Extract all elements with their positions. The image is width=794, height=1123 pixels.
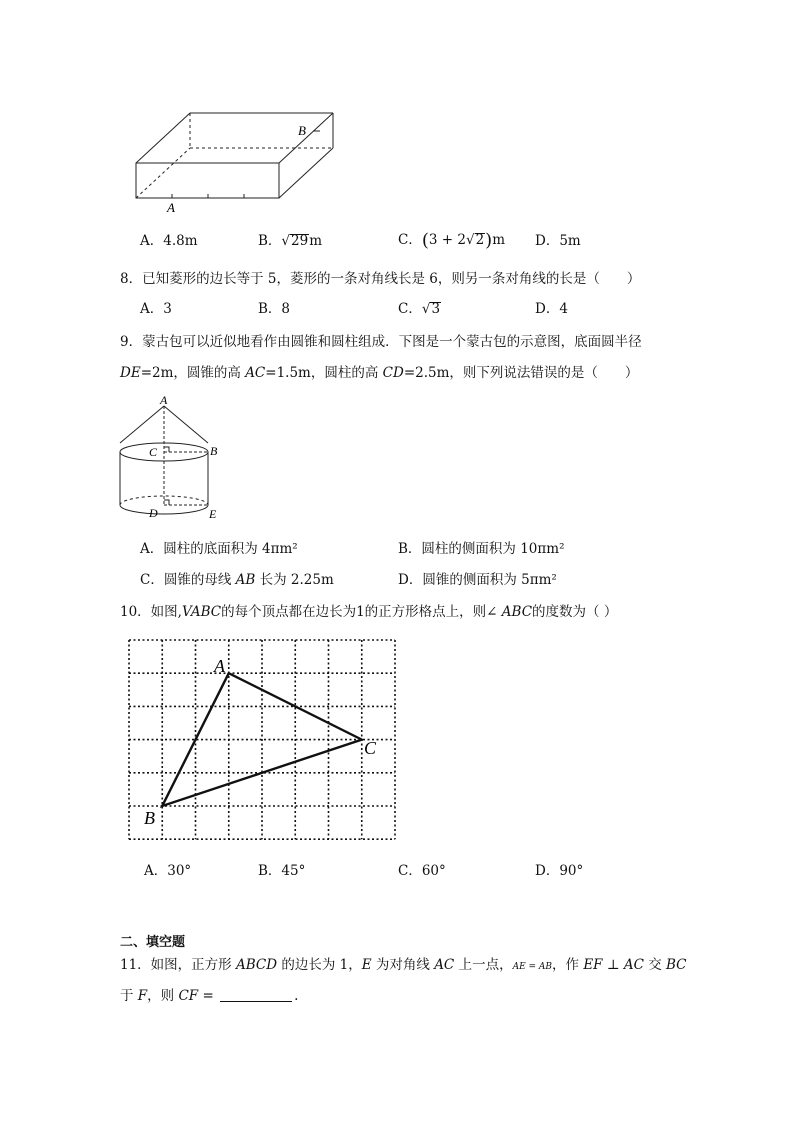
q8-option-c: C．√3 bbox=[398, 301, 441, 317]
grid-figure bbox=[120, 630, 410, 850]
q8-stem: 8．已知菱形的边长等于 5，菱形的一条对角线长是 6，则另一条对角线的长是（ ） bbox=[120, 271, 641, 287]
yurt-label-a: A bbox=[160, 393, 168, 407]
q10-stem: 10．如图,VABC的每个顶点都在边长为1的正方形格点上，则∠ ABC的度数为（ ） bbox=[120, 604, 618, 620]
q8-option-a: A．3 bbox=[140, 301, 172, 317]
yurt-figure bbox=[112, 392, 232, 527]
q10-option-d: D．90° bbox=[535, 863, 584, 879]
q10-option-c: C．60° bbox=[398, 863, 446, 879]
grid-label-c: C bbox=[364, 738, 377, 758]
q10-option-b: B．45° bbox=[258, 863, 306, 879]
box-label-b: B bbox=[298, 123, 306, 138]
q9-option-c: C．圆锥的母线 AB 长为 2.25m bbox=[140, 572, 334, 588]
yurt-label-e: E bbox=[209, 507, 217, 521]
q9-stem-line2: DE=2m，圆锥的高 AC=1.5m，圆柱的高 CD=2.5m，则下列说法错误的是（ ） bbox=[120, 365, 639, 381]
q9-option-b: B．圆柱的侧面积为 10πm² bbox=[398, 541, 565, 557]
grid-label-b: B bbox=[144, 808, 155, 828]
box-label-a: A bbox=[167, 200, 175, 215]
q7-option-d: D．5m bbox=[535, 233, 581, 249]
q11-stem-line1: 11．如图，正方形 ABCD 的边长为 1，E 为对角线 AC 上一点，AE = AB，作 EF ⊥ AC 交 BC bbox=[120, 957, 687, 973]
q7-option-b: B．√29m bbox=[258, 233, 323, 249]
q8-option-d: D．4 bbox=[535, 301, 568, 317]
box-figure bbox=[120, 100, 350, 220]
q10-option-a: A．30° bbox=[144, 863, 192, 879]
q7-option-a: A．4.8m bbox=[140, 233, 198, 249]
q11-stem-line2: 于 F，则 CF = . bbox=[120, 988, 299, 1004]
grid-label-a: A bbox=[214, 656, 225, 676]
section-title-fill-blank: 二、填空题 bbox=[120, 935, 186, 950]
yurt-label-b: B bbox=[210, 444, 218, 458]
yurt-label-d: D bbox=[149, 506, 158, 520]
q11-answer-blank[interactable] bbox=[220, 989, 292, 1002]
q7-option-c: C．(3 + 2√2)m bbox=[398, 230, 506, 251]
q9-option-a: A．圆柱的底面积为 4πm² bbox=[140, 541, 298, 557]
yurt-label-c: C bbox=[149, 445, 158, 459]
q9-stem-line1: 9．蒙古包可以近似地看作由圆锥和圆柱组成．下图是一个蒙古包的示意图，底面圆半径 bbox=[120, 334, 642, 350]
q9-option-d: D．圆锥的侧面积为 5πm² bbox=[398, 572, 557, 588]
q8-option-b: B．8 bbox=[258, 301, 291, 317]
